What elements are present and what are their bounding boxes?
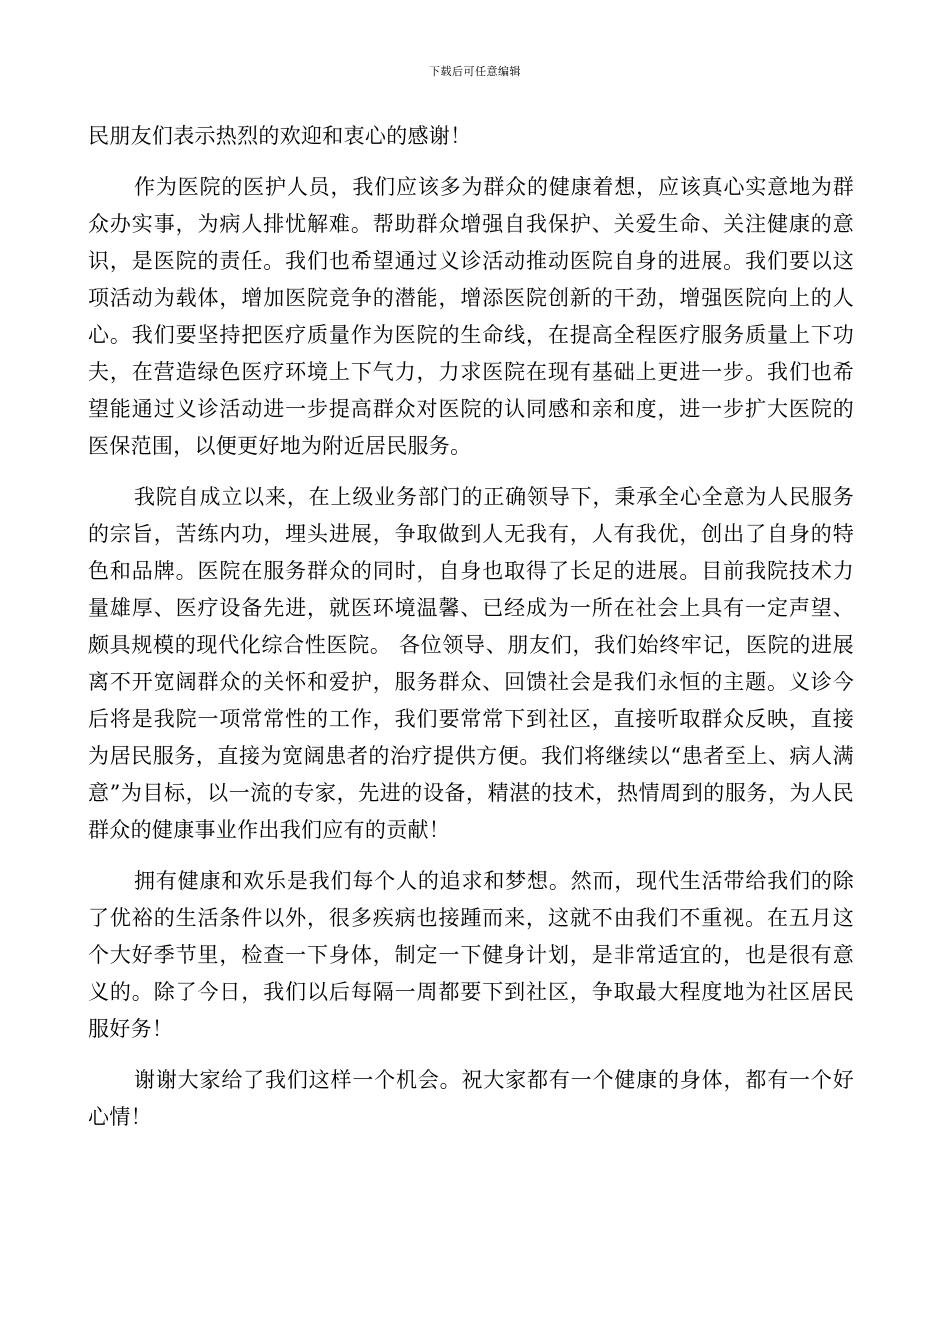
document-body: [88, 118, 854, 1136]
paragraph: 作为医院的医护人员，我们应该多为群众的健康着想，应该真心实意地为群众办实事，为病人排忧解难。帮助群众增强自我保护、关爱生命、关注健康的意识，是医院的责任。我们也希望通过义诊活动推动医院自身的进展。我们要以这项活动为载体，增加医院竞争的潜能，增添医院创新的干劲，增强医院向上的人心。我们要坚持把医疗质量作为医院的生命线，在提高全程医疗服务质量上下功夫，在营造绿色医疗环境上下气力，力求医院在现有基础上更进一步。我们也希望能通过义诊活动进一步提高群众对医院的认同感和亲和度，进一步扩大医院的医保范围，以便更好地为附近居民服务。: [88, 175, 854, 458]
paragraph-continuation: 民朋友们表示热烈的欢迎和衷心的感谢！: [88, 124, 472, 148]
page-header: 下载后可任意编辑: [429, 65, 521, 78]
paragraph: 谢谢大家给了我们这样一个机会。祝大家都有一个健康的身体，都有一个好心情！: [88, 1068, 854, 1129]
paragraph: 我院自成立以来，在上级业务部门的正确领导下，秉承全心全意为人民服务的宗旨，苦练内功，埋头进展，争取做到人无我有，人有我优，创出了自身的特色和品牌。医院在服务群众的同时，自身也取得了长足的进展。目前我院技术力量雄厚、医疗设备先进，就医环境温馨、已经成为一所在社会上具有一定声望、颇具规模的现代化综合性医院。 各位领导、朋友们，我们始终牢记，医院的进展离不开宽阔群众的关怀和爱护，服务群众、回馈社会是我们永恒的主题。义诊今后将是我院一项常常性的工作，我们要常常下到社区，直接听取群众反映，直接为居民服务，直接为宽阔患者的治疗提供方便。我们将继续以“患者至上、病人满意”为目标，以一流的专家，先进的设备，精湛的技术，热情周到的服务，为人民群众的健康事业作出我们应有的贡献！: [88, 485, 854, 842]
paragraph: 拥有健康和欢乐是我们每个人的追求和梦想。然而，现代生活带给我们的除了优裕的生活条件以外，很多疾病也接踵而来，这就不由我们不重视。在五月这个大好季节里，检查一下身体，制定一下健身计划，是非常适宜的，也是很有意义的。除了今日，我们以后每隔一周都要下到社区，争取最大程度地为社区居民服好务！: [88, 869, 854, 1041]
